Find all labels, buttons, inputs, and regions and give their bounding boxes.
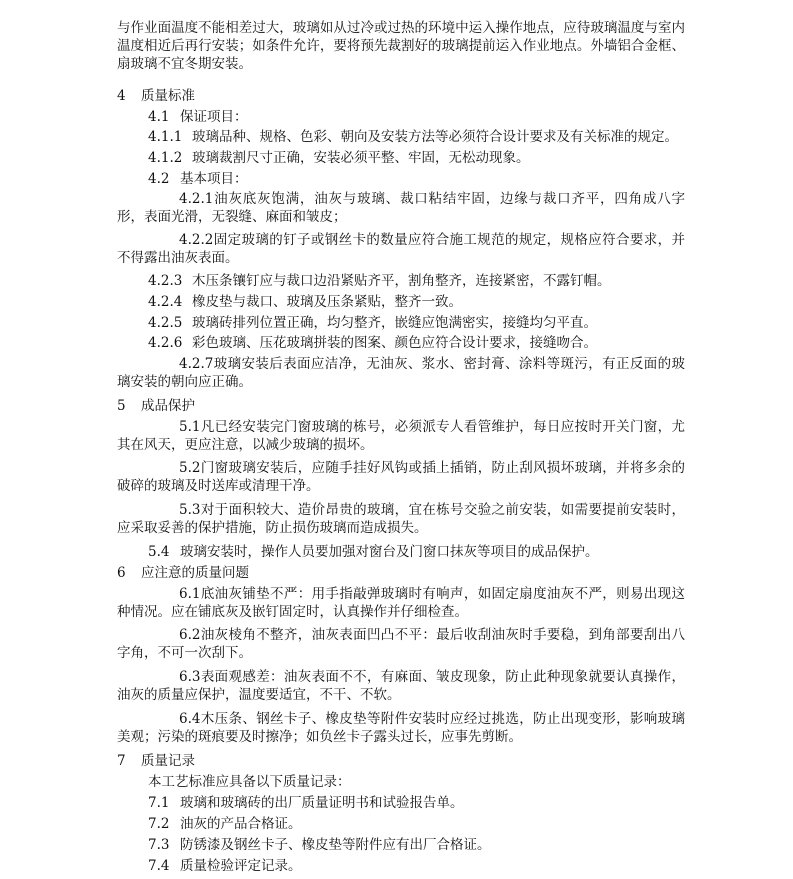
section-number: 7 <box>117 753 126 769</box>
item-4-1-2 <box>148 149 530 167</box>
item-4-1-1 <box>148 128 678 146</box>
section-number: 6 <box>117 565 126 581</box>
item-7-2 <box>148 815 302 833</box>
section-7-heading <box>117 752 195 770</box>
item-number: 4.2.1 <box>179 191 214 207</box>
item-7-1 <box>148 794 464 812</box>
item-number: 4.1 <box>148 109 170 125</box>
item-number: 6.4 <box>179 711 201 727</box>
section-number: 4 <box>117 88 126 104</box>
item-text: 橡皮垫与裁口、玻璃及压条紧贴，整齐一致。 <box>192 294 462 310</box>
item-6-1 <box>117 585 685 621</box>
item-4-1 <box>148 108 248 126</box>
item-4-2 <box>148 170 248 188</box>
item-text: 对于面积较大、造价昂贵的玻璃，宜在栋号交验之前安装，如需要提前安装时，应采取妥善的保护措施，防止损伤玻璃而造成损失。 <box>117 502 685 536</box>
item-text: 油灰底灰饱满，油灰与玻璃、裁口粘结牢固，边缘与裁口齐平，四角成八字形，表面光滑，无裂缝、麻面和皱皮； <box>117 191 685 225</box>
item-text: 凡已经安装完门窗玻璃的栋号，必须派专人看管维护，每日应按时开关门窗，尤其在风天，更应注意，以减少玻璃的损坏。 <box>117 419 685 453</box>
item-6-3 <box>117 668 685 704</box>
item-number: 4.2.6 <box>148 335 183 351</box>
item-5-3 <box>117 501 685 537</box>
item-number: 6.1 <box>179 586 201 602</box>
section-title: 成品保护 <box>141 398 195 414</box>
item-text: 底油灰铺垫不严：用手指敲弹玻璃时有响声，如固定扇度油灰不严，则易出现这种情况。应在铺底灰及嵌钉固定时，认真操作并仔细检查。 <box>117 586 685 620</box>
item-number: 5.2 <box>179 460 201 476</box>
item-text: 固定玻璃的钉子或钢丝卡的数量应符合施工规范的规定，规格应符合要求，并不得露出油灰表面。 <box>117 232 685 266</box>
item-5-1 <box>117 418 685 454</box>
item-number: 4.2.2 <box>179 232 214 248</box>
item-text: 油灰棱角不整齐，油灰表面凹凸不平：最后收刮油灰时手要稳，到角部要刮出八字角，不可一次刮下。 <box>117 627 685 661</box>
item-4-2-6 <box>148 334 597 352</box>
item-text: 玻璃砖排列位置正确，均匀整齐，嵌缝应饱满密实，接缝均匀平直。 <box>192 315 597 331</box>
section-title: 应注意的质量问题 <box>141 565 249 581</box>
item-text: 玻璃安装时，操作人员要加强对窗台及门窗口抹灰等项目的成品保护。 <box>180 544 599 560</box>
item-4-2-1 <box>117 190 685 226</box>
item-4-2-3 <box>148 272 611 290</box>
section-title: 质量标准 <box>141 88 195 104</box>
item-4-2-2 <box>117 231 685 267</box>
item-number: 7.1 <box>148 795 170 811</box>
item-number: 6.2 <box>179 627 201 643</box>
item-text: 玻璃安装后表面应洁净，无油灰、浆水、密封膏、涂料等斑污，有正反面的玻璃安装的朝向应正确。 <box>117 356 685 390</box>
item-5-2 <box>117 459 685 495</box>
item-number: 4.2 <box>148 171 170 187</box>
item-number: 4.1.2 <box>148 150 183 166</box>
item-5-4 <box>148 543 599 561</box>
item-text: 玻璃和玻璃砖的出厂质量证明书和试验报告单。 <box>180 795 464 811</box>
item-text: 木压条、钢丝卡子、橡皮垫等附件安装时应经过挑选，防止出现变形，影响玻璃美观；污染的斑痕要及时擦净；如负丝卡子露头过长，应事先剪断。 <box>117 711 685 745</box>
item-number: 4.1.1 <box>148 129 183 145</box>
item-4-2-7 <box>117 355 685 391</box>
item-number: 5.3 <box>179 502 201 518</box>
item-text: 油灰的产品合格证。 <box>180 816 302 832</box>
item-text: 门窗玻璃安装后，应随手挂好风钩或插上插销，防止刮风损坏玻璃，并将多余的破碎的玻璃及时送库或清理干净。 <box>117 460 685 494</box>
item-number: 4.2.5 <box>148 315 183 331</box>
item-4-2-5 <box>148 314 597 332</box>
item-text: 玻璃品种、规格、色彩、朝向及安装方法等必须符合设计要求及有关标准的规定。 <box>192 129 678 145</box>
intro-paragraph: 与作业面温度不能相差过大，玻璃如从过冷或过热的环境中运入操作地点，应待玻璃温度与室内温度相近后再行安装；如条件允许，要将预先裁割好的玻璃提前运入作业地点。外墙铝合金框、扇玻璃不宜冬期安装。 <box>117 20 685 72</box>
item-7-4 <box>148 857 302 875</box>
section-5-heading <box>117 397 195 415</box>
section-number: 5 <box>117 398 126 414</box>
item-number: 7.2 <box>148 816 170 832</box>
item-number: 4.2.7 <box>179 356 214 372</box>
section-title: 质量记录 <box>141 753 195 769</box>
item-7-3 <box>148 836 491 854</box>
item-number: 6.3 <box>179 669 201 685</box>
item-number: 4.2.4 <box>148 294 183 310</box>
item-text: 玻璃裁割尺寸正确，安装必须平整、牢固，无松动现象。 <box>192 150 530 166</box>
item-text: 保证项目： <box>180 109 248 125</box>
section-4-heading <box>117 87 195 105</box>
section-6-heading <box>117 564 249 582</box>
item-6-4 <box>117 710 685 746</box>
item-text: 防锈漆及钢丝卡子、橡皮垫等附件应有出厂合格证。 <box>180 837 491 853</box>
item-number: 5.1 <box>179 419 201 435</box>
item-number: 4.2.3 <box>148 273 183 289</box>
item-number: 7.4 <box>148 858 170 874</box>
item-text: 基本项目： <box>180 171 248 187</box>
item-number: 5.4 <box>148 544 170 560</box>
item-text: 彩色玻璃、压花玻璃拼装的图案、颜色应符合设计要求，接缝吻合。 <box>192 335 597 351</box>
item-4-2-4 <box>148 293 462 311</box>
item-text: 表面观感差：油灰表面不不，有麻面、皱皮现象，防止此种现象就要认真操作，油灰的质量应保护，温度要适宜，不干、不软。 <box>117 669 685 703</box>
item-number: 7.3 <box>148 837 170 853</box>
item-text: 木压条镶钉应与裁口边沿紧贴齐平，割角整齐，连接紧密，不露钉帽。 <box>192 273 611 289</box>
section-7-lead: 本工艺标准应具备以下质量记录： <box>148 774 351 790</box>
item-text: 质量检验评定记录。 <box>180 858 302 874</box>
item-6-2 <box>117 626 685 662</box>
